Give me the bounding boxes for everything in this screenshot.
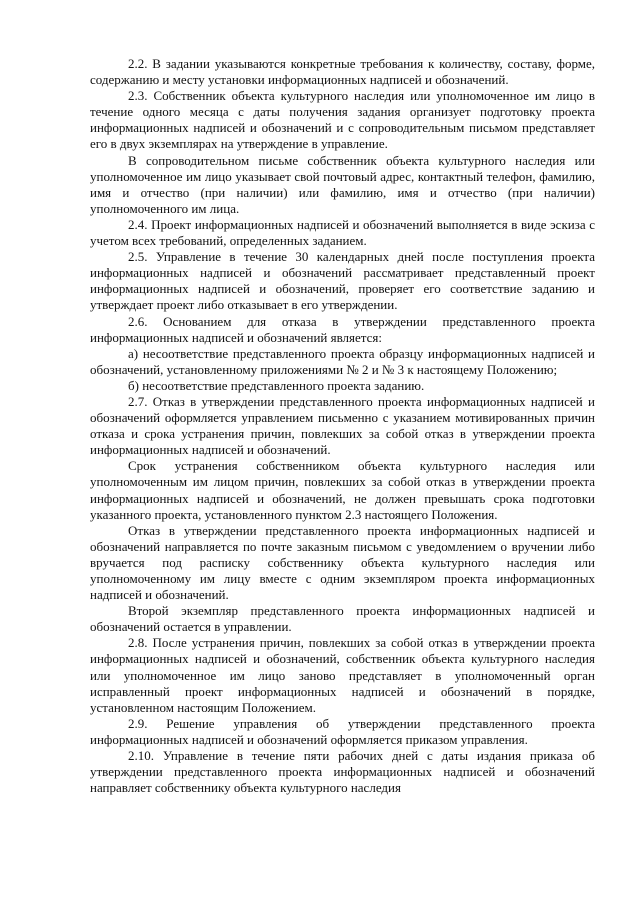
paragraph-2-4: 2.4. Проект информационных надписей и обозначений выполняется в виде эскиза с учетом всех требований, определенных заданием.	[90, 216, 595, 249]
paragraph-cover-letter: В сопроводительном письме собственник объекта культурного наследия или уполномоченное им лицо указывает свой почтовый адрес, контактный телефон, фамилию, имя и отчество (при наличии) или фамилию, имя и отчество (при наличии) уполномоченного им лица.	[90, 152, 595, 216]
paragraph-2-6-a: а) несоответствие представленного проекта образцу информационных надписей и обозначений, установленному приложениями № 2 и № 3 к настоящему Положению;	[90, 345, 595, 377]
paragraph-2-10: 2.10. Управление в течение пяти рабочих дней с даты издания приказа об утверждении представленного проекта информационных надписей и обозначений направляет собственнику объекта культурного наследия	[90, 748, 595, 796]
paragraph-2-3: 2.3. Собственник объекта культурного наследия или уполномоченное им лицо в течение одного месяца с даты получения задания организует подготовку проекта информационных надписей и обозначений и с сопроводительным письмом представляет его в двух экземплярах на утверждение в управление.	[90, 88, 595, 152]
paragraph-second-copy: Второй экземпляр представленного проекта информационных надписей и обозначений остается в управлении.	[90, 603, 595, 635]
paragraph-refusal-delivery: Отказ в утверждении представленного проекта информационных надписей и обозначений направляется по почте заказным письмом с уведомлением о вручении либо вручается под расписку собственнику объекта культурного наследия или уполномоченному им лицу вместе с одним экземпляром проекта информационных надписей и обозначений.	[90, 522, 595, 603]
paragraph-2-5: 2.5. Управление в течение 30 календарных дней после поступления проекта информационных надписей и обозначений рассматривает представленный проект информационных надписей и обозначений, проверяет его соответствие заданию и утверждает проект либо отказывает в его утверждении.	[90, 249, 595, 313]
paragraph-deadline: Срок устранения собственником объекта культурного наследия или уполномоченным им лицом причин, повлекших за собой отказ в утверждении проекта информационных надписей и обозначений, не должен превышать срока подготовки указанного проекта, установленного пунктом 2.3 настоящего Положения.	[90, 458, 595, 522]
paragraph-2-6: 2.6. Основанием для отказа в утверждении представленного проекта информационных надписей и обозначений является:	[90, 313, 595, 345]
paragraph-2-2: 2.2. В задании указываются конкретные требования к количеству, составу, форме, содержанию и месту установки информационных надписей и обозначений.	[90, 56, 595, 88]
paragraph-2-6-b: б) несоответствие представленного проекта заданию.	[128, 377, 425, 393]
document-page	[90, 56, 595, 796]
paragraph-2-9: 2.9. Решение управления об утверждении представленного проекта информационных надписей и обозначений оформляется приказом управления.	[90, 715, 595, 747]
paragraph-2-7: 2.7. Отказ в утверждении представленного проекта информационных надписей и обозначений оформляется управлением письменно с указанием мотивированных причин отказа и срока устранения причин, повлекших за собой отказ в утверждении проекта информационных надписей и обозначений.	[90, 393, 595, 458]
paragraph-2-8: 2.8. После устранения причин, повлекших за собой отказ в утверждении проекта информационных надписей и обозначений, собственник объекта культурного наследия или уполномоченное им лицо заново представляет в уполномоченный орган исправленный проект информационных надписей и обозначений в порядке, установленном настоящим Положением.	[90, 635, 595, 715]
